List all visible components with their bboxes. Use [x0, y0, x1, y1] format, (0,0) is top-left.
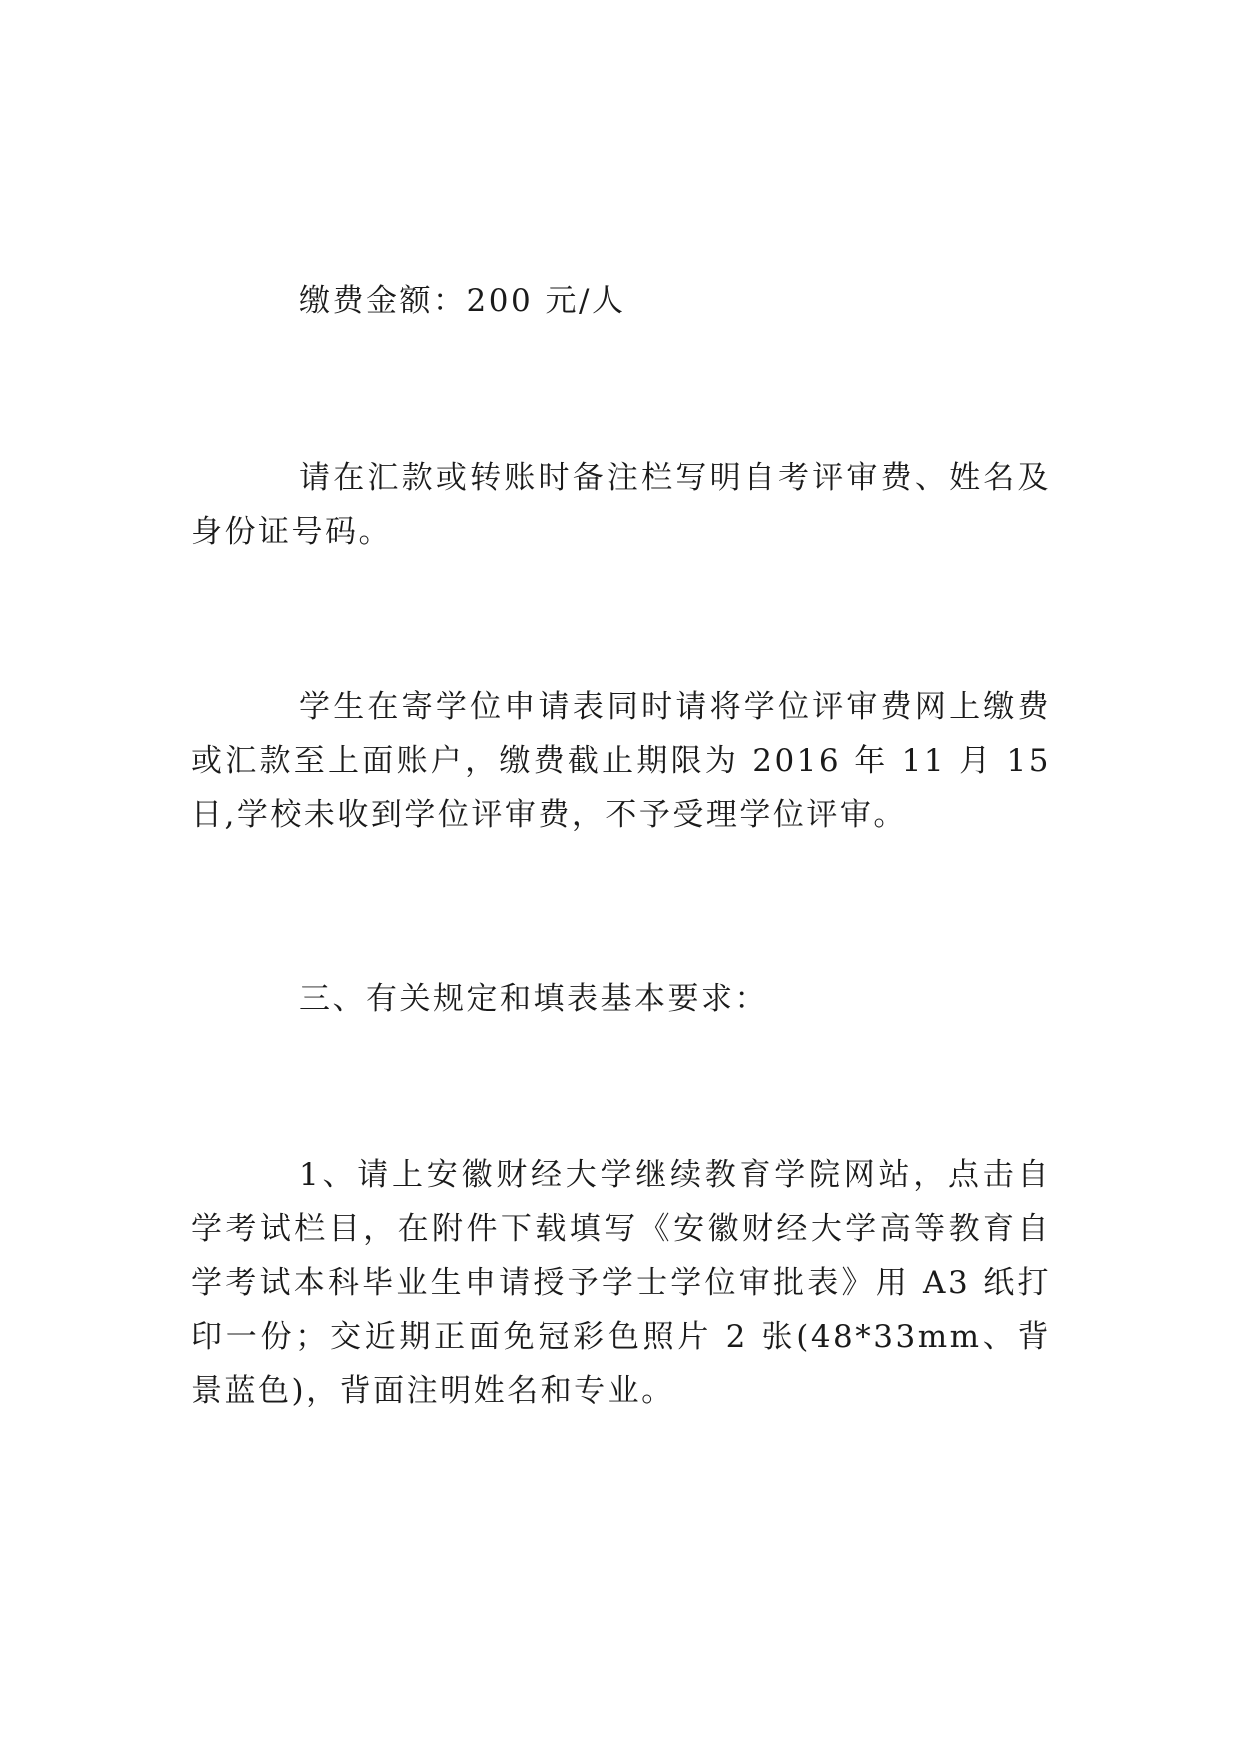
remittance-note-paragraph: 请在汇款或转账时备注栏写明自考评审费、姓名及身份证号码。: [191, 460, 1051, 550]
section-heading: 三、有关规定和填表基本要求：: [299, 981, 768, 1017]
payment-deadline-paragraph: 学生在寄学位申请表同时请将学位评审费网上缴费或汇款至上面账户，缴费截止期限为 2016 年 11 月 15 日,学校未收到学位评审费，不予受理学位评审。: [191, 689, 1051, 833]
requirement-item-1: 1、请上安徽财经大学继续教育学院网站，点击自学考试栏目，在附件下载填写《安徽财经大学高等教育自学考试本科毕业生申请授予学士学位审批表》用 A3 纸打印一份；交近期正面免冠彩色照片 2 张(48*33mm、背景蓝色)，背面注明姓名和专业。: [191, 1157, 1051, 1409]
payment-amount-paragraph: 缴费金额：200 元/人: [299, 283, 626, 319]
